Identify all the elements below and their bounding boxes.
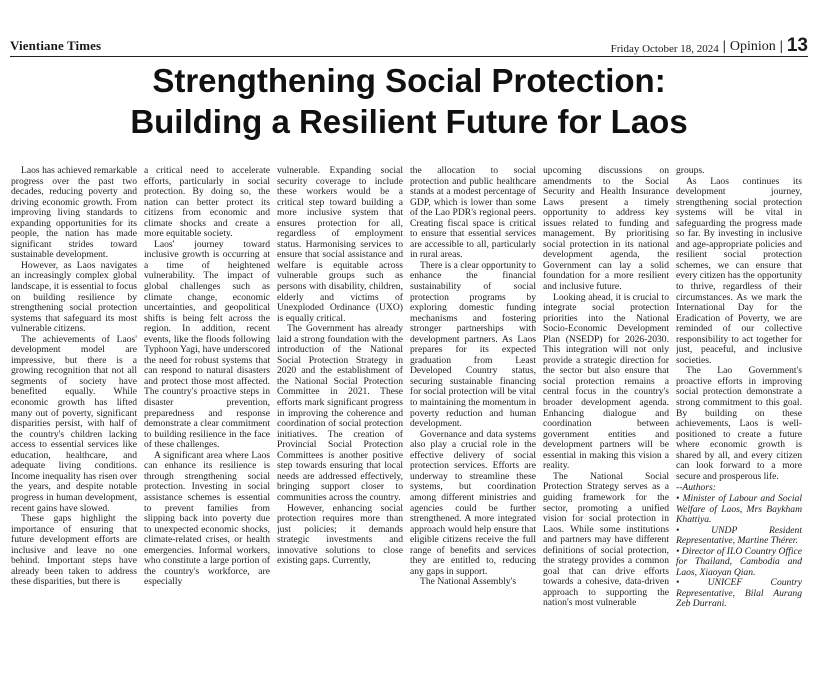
article-paragraph: The Lao Government's proactive efforts in improving social protection demonstrate a strong commitment to this goal. By building on these achievements, Laos is well-positioned to create a future where economic growth is shared by all, and every citizen can look forward to a more secure and prosperous life.	[676, 365, 802, 482]
article-paragraph: However, as Laos navigates an increasingly complex global landscape, it is essential to focus on building resilience by strengthening social protection systems that safeguard its most vulnerable citizens.	[11, 259, 137, 335]
author-credit: • UNICEF Country Representative, Bilal Aurang Zeb Durrani.	[676, 577, 802, 610]
article-column	[543, 166, 669, 669]
article-paragraph: a critical need to accelerate efforts, particularly in social protection. By doing so, the nation can better protect its citizens from economic and climate shocks and create a more equitable society.	[144, 166, 270, 240]
article-paragraph: upcoming discussions on amendments to the Social Security and Health Insurance Laws present a timely opportunity to address key issues related to funding and management. By prioritising social protection in its national development agenda, the Government can lay a solid foundation for a more resilient and inclusive future.	[543, 166, 669, 293]
headline-line-1: Strengthening Social Protection:	[152, 62, 666, 99]
article-body	[11, 166, 802, 669]
authors-heading: --Authors:	[676, 482, 716, 494]
page-folio	[611, 37, 808, 56]
author-credits	[676, 483, 802, 610]
article-column	[277, 166, 403, 669]
article-paragraph: Governance and data systems also play a crucial role in the effective delivery of social protection services. Efforts are underway to streamline these systems, but coordination among different ministries and agencies could be further strengthened. A more integrated approach would help ensure that eligible citizens receive the full range of benefits and services they are entitled to, reducing any gaps in support.	[410, 428, 536, 577]
article-paragraph: The achievements of Laos' development model are impressive, but there is a growing recognition that not all segments of society have benefited equally. While economic growth has lifted many out of poverty, significant disparities persist, with half of the country's children lacking access to essential services like education, healthcare, and adequate living conditions. Income inequality has risen over the years, and despite notable progress in human development, recent gains have slowed.	[11, 333, 137, 514]
article-paragraph: However, enhancing social protection requires more than just policies; it demands strategic investments and innovative solutions to close existing gaps. Currently,	[277, 502, 403, 567]
article-column	[144, 166, 270, 669]
page-number: 13	[786, 35, 808, 56]
newspaper-name: Vientiane Times	[10, 38, 102, 53]
article-paragraph: The National Assembly's	[420, 576, 517, 588]
masthead	[10, 36, 808, 57]
article-paragraph: There is a clear opportunity to enhance the financial sustainability of social protection programs by exploring domestic funding mechanisms and fostering stronger partnerships with development partners. As Laos prepares for its expected graduation from Least Developed Country status, securing sustainable financing for social protection will be vital to maintaining the momentum in poverty reduction and human development.	[410, 259, 536, 430]
article-paragraph: vulnerable. Expanding social security coverage to include these workers would be a critical step toward building a more inclusive system that ensures protection for all, regardless of employment status. Harmonising services to ensure that social assistance and welfare is equitable across vulnerable groups such as persons with disability, children, elderly and victims of Unexploded Ordinance (UXO) is equally critical.	[277, 166, 403, 324]
article-paragraph: The Government has already laid a strong foundation with the introduction of the National Social Protection Strategy in 2020 and the establishment of the National Social Protection Committee in 2021. These efforts mark significant progress in improving the coherence and coordination of social protection initiatives. The creation of Provincial Social Protection Committees is another positive step towards ensuring that local needs are addressed effectively, bringing support closer to communities across the country.	[277, 323, 403, 503]
article-column	[410, 166, 536, 669]
folio-separator: |	[779, 39, 783, 54]
article-paragraph: groups.	[676, 166, 705, 176]
article-column	[11, 166, 137, 669]
issue-date: Friday October 18, 2024	[610, 43, 719, 55]
article-paragraph: Laos has achieved remarkable progress over the past two decades, reducing poverty and driving economic growth. From improving living standards to expanding opportunities for its people, the nation has made significant strides toward sustainable development.	[11, 166, 137, 261]
article-paragraph: These gaps highlight the importance of ensuring that future development efforts are inclusive and leave no one behind. Important steps have already been taken to address these disparities, but there is	[11, 513, 137, 588]
article-headline	[10, 60, 808, 142]
article-paragraph: Laos' journey toward inclusive growth is occurring at a time of heightened vulnerability. The impact of global challenges such as climate change, economic uncertainties, and geopolitical shifts is being felt across the region. In addition, recent events, like the floods following Typhoon Yagi, have underscored the need for robust systems that can respond to natural disasters and protect those most affected. The country's proactive steps in disaster prevention, preparedness and response demonstrate a clear commitment to building resilience in the face of these challenges.	[144, 238, 270, 451]
headline-line-2: Building a Resilient Future for Laos	[130, 103, 688, 140]
article-paragraph: A significant area where Laos can enhance its resilience is through strengthening social protection. Investing in social assistance schemes is essential to prevent families from slipping back into poverty due to unexpected economic shocks, climate-related crises, or health emergencies. Informal workers, who constitute a large portion of the country's workforce, are especially	[144, 449, 270, 588]
author-credit: • UNDP Resident Representative, Martine Thérer.	[676, 524, 802, 547]
folio-separator: |	[722, 39, 726, 54]
article-column	[676, 166, 802, 669]
article-paragraph: the allocation to social protection and public healthcare stands at a modest percentage of GDP, which is lower than some of the Lao PDR's regional peers. Creating fiscal space is critical to ensure that essential services are accessible to all, particularly in rural areas.	[410, 166, 536, 261]
author-credit: • Minister of Labour and Social Welfare of Laos, Mrs Baykham Khattiya.	[676, 492, 802, 526]
article-paragraph: Looking ahead, it is crucial to integrate social protection priorities into the National Socio-Economic Development Plan (NSEDP) for 2026-2030. This integration will not only provide a strategic direction for the sector but also ensure that social protection remains a central focus in the country's broader development agenda. Enhancing dialogue and coordination between government entities and development partners will be essential in making this vision a reality.	[543, 291, 669, 472]
author-credit: • Director of ILO Country Office for Thailand, Cambodia and Laos, Xiaoyan Qian.	[676, 545, 802, 578]
article-paragraph: The National Social Protection Strategy serves as a guiding framework for the sector, promoting a unified vision for social protection in Laos. While some institutions and partners may have different definitions of social protection, the strategy provides a common goal that can drive efforts towards a cohesive, data-driven approach to supporting the nation's most vulnerable	[543, 470, 669, 609]
article-paragraph: As Laos continues its development journey, strengthening social protection systems will be vital in safeguarding the progress made so far. By investing in inclusive and age-appropriate policies and resilient social protection schemes, we can ensure that every citizen has the opportunity to thrive, regardless of their circumstances. As we mark the International Day for the Eradication of Poverty, we are reminded of our collective responsibility to act together for just, peaceful, and inclusive societies.	[676, 175, 802, 366]
section-name: Opinion	[729, 39, 776, 54]
